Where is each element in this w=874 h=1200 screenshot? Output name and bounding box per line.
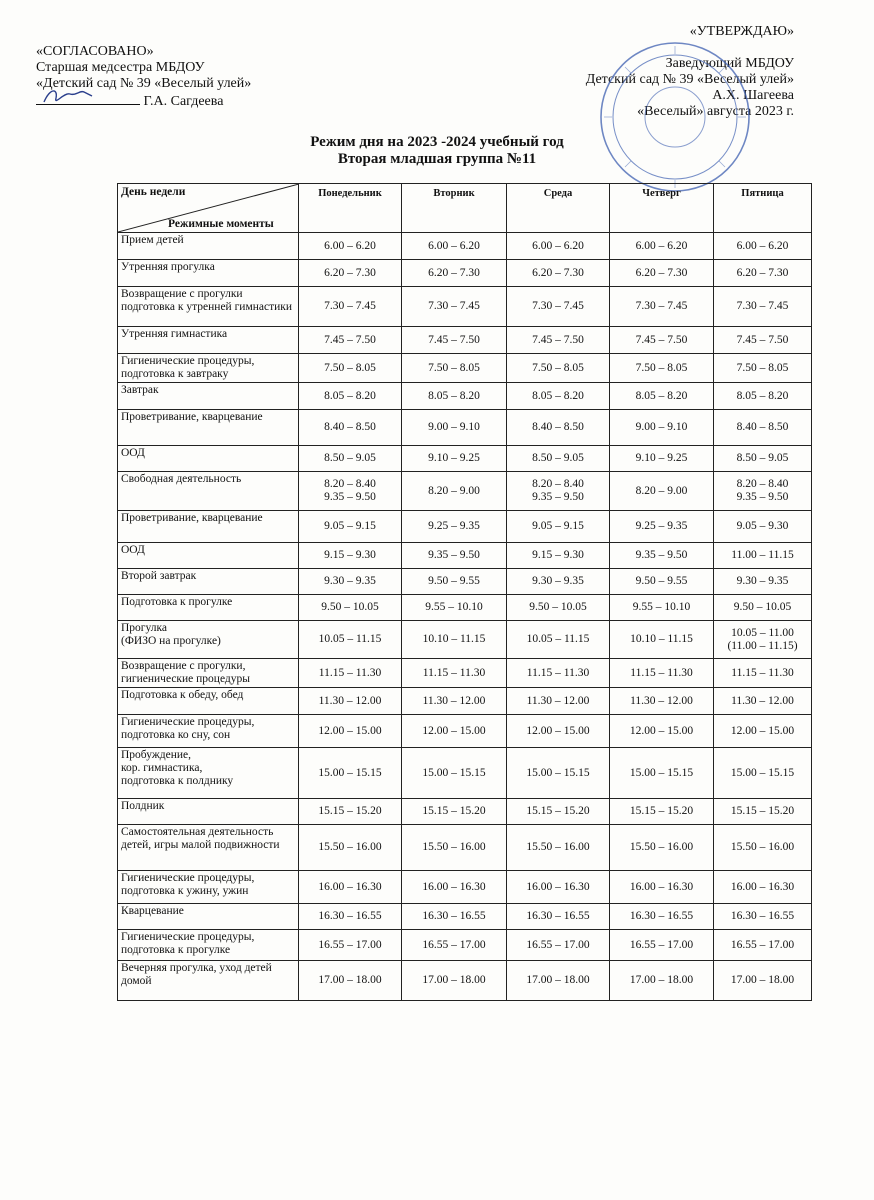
table-row (118, 511, 812, 543)
time-cell: 15.15 – 15.20 (402, 799, 507, 825)
day-header: Понедельник (299, 184, 402, 233)
time-cell: 11.00 – 11.15 (714, 543, 812, 569)
time-cell: 7.50 – 8.05 (610, 354, 714, 383)
activity-cell: Полдник (118, 799, 299, 825)
table-row (118, 595, 812, 621)
time-cell: 10.10 – 11.15 (402, 621, 507, 659)
time-cell: 9.50 – 9.55 (402, 569, 507, 595)
schedule-table (117, 183, 812, 1001)
time-cell: 12.00 – 15.00 (610, 715, 714, 748)
activity-cell: Проветривание, кварцевание (118, 410, 299, 446)
time-cell: 16.00 – 16.30 (714, 871, 812, 904)
time-cell: 7.30 – 7.45 (402, 287, 507, 327)
time-cell: 8.20 – 8.40 9.35 – 9.50 (714, 472, 812, 511)
time-cell: 11.30 – 12.00 (714, 688, 812, 715)
title-line-1: Режим дня на 2023 -2024 учебный год (310, 134, 564, 150)
time-cell: 8.20 – 9.00 (402, 472, 507, 511)
activity-cell: Подготовка к прогулке (118, 595, 299, 621)
time-cell: 15.00 – 15.15 (402, 748, 507, 799)
approved-date: «Веселый» августа 2023 г. (637, 104, 794, 119)
agreed-position: Старшая медсестра МБДОУ (36, 60, 205, 75)
time-cell: 7.50 – 8.05 (299, 354, 402, 383)
table-row (118, 543, 812, 569)
time-cell: 8.50 – 9.05 (714, 446, 812, 472)
time-cell: 9.15 – 9.30 (299, 543, 402, 569)
time-cell: 8.20 – 8.40 9.35 – 9.50 (299, 472, 402, 511)
time-cell: 15.00 – 15.15 (507, 748, 610, 799)
time-cell: 6.20 – 7.30 (714, 260, 812, 287)
time-cell: 9.30 – 9.35 (299, 569, 402, 595)
time-cell: 16.30 – 16.55 (299, 904, 402, 930)
table-row (118, 472, 812, 511)
time-cell: 7.45 – 7.50 (507, 327, 610, 354)
time-cell: 12.00 – 15.00 (507, 715, 610, 748)
time-cell: 6.20 – 7.30 (610, 260, 714, 287)
signature-line (36, 92, 140, 105)
time-cell: 6.20 – 7.30 (507, 260, 610, 287)
time-cell: 10.05 – 11.00 (11.00 – 11.15) (714, 621, 812, 659)
time-cell: 9.30 – 9.35 (714, 569, 812, 595)
time-cell: 9.05 – 9.30 (714, 511, 812, 543)
table-row (118, 799, 812, 825)
activity-cell: ООД (118, 543, 299, 569)
time-cell: 6.20 – 7.30 (299, 260, 402, 287)
page-title (0, 134, 874, 168)
time-cell: 9.50 – 10.05 (299, 595, 402, 621)
time-cell: 17.00 – 18.00 (610, 961, 714, 1001)
time-cell: 11.15 – 11.30 (402, 659, 507, 688)
table-row (118, 327, 812, 354)
table-row (118, 904, 812, 930)
time-cell: 7.30 – 7.45 (610, 287, 714, 327)
time-cell: 7.50 – 8.05 (714, 354, 812, 383)
approved-position: Заведующий МБДОУ (665, 56, 794, 71)
agreed-institution: «Детский сад № 39 «Веселый улей» (36, 76, 252, 91)
activity-cell: Гигиенические процедуры, подготовка к прогулке (118, 930, 299, 961)
corner-bottom-label: Режимные моменты (168, 218, 274, 230)
time-cell: 7.45 – 7.50 (299, 327, 402, 354)
time-cell: 9.35 – 9.50 (402, 543, 507, 569)
time-cell: 17.00 – 18.00 (507, 961, 610, 1001)
day-header: Вторник (402, 184, 507, 233)
time-cell: 16.55 – 17.00 (402, 930, 507, 961)
time-cell: 9.30 – 9.35 (507, 569, 610, 595)
time-cell: 8.40 – 8.50 (299, 410, 402, 446)
activity-cell: Завтрак (118, 383, 299, 410)
table-row (118, 715, 812, 748)
time-cell: 8.05 – 8.20 (507, 383, 610, 410)
agreed-signature-row (36, 92, 251, 110)
time-cell: 11.15 – 11.30 (507, 659, 610, 688)
time-cell: 17.00 – 18.00 (402, 961, 507, 1001)
time-cell: 16.00 – 16.30 (402, 871, 507, 904)
activity-cell: Проветривание, кварцевание (118, 511, 299, 543)
time-cell: 15.00 – 15.15 (610, 748, 714, 799)
time-cell: 15.00 – 15.15 (299, 748, 402, 799)
activity-cell: Прием детей (118, 233, 299, 260)
time-cell: 6.00 – 6.20 (507, 233, 610, 260)
schedule-body (118, 233, 812, 1001)
signature-icon (40, 84, 100, 108)
time-cell: 16.30 – 16.55 (610, 904, 714, 930)
table-row (118, 871, 812, 904)
time-cell: 9.10 – 9.25 (610, 446, 714, 472)
time-cell: 11.15 – 11.30 (714, 659, 812, 688)
time-cell: 12.00 – 15.00 (299, 715, 402, 748)
agreed-block (36, 44, 251, 110)
table-row (118, 621, 812, 659)
time-cell: 7.30 – 7.45 (714, 287, 812, 327)
activity-cell: Прогулка (ФИЗО на прогулке) (118, 621, 299, 659)
time-cell: 8.05 – 8.20 (299, 383, 402, 410)
time-cell: 17.00 – 18.00 (714, 961, 812, 1001)
agreed-label: «СОГЛАСОВАНО» (36, 44, 154, 59)
table-row (118, 961, 812, 1001)
approved-name: А.Х. Шагеева (712, 88, 794, 103)
stamp-icon (598, 40, 752, 194)
table-row (118, 260, 812, 287)
time-cell: 7.30 – 7.45 (299, 287, 402, 327)
time-cell: 7.50 – 8.05 (402, 354, 507, 383)
time-cell: 15.50 – 16.00 (610, 825, 714, 871)
activity-cell: Утренняя гимнастика (118, 327, 299, 354)
time-cell: 15.50 – 16.00 (402, 825, 507, 871)
time-cell: 6.00 – 6.20 (610, 233, 714, 260)
time-cell: 16.30 – 16.55 (402, 904, 507, 930)
time-cell: 16.00 – 16.30 (507, 871, 610, 904)
time-cell: 8.05 – 8.20 (610, 383, 714, 410)
table-row (118, 446, 812, 472)
time-cell: 15.15 – 15.20 (507, 799, 610, 825)
time-cell: 8.50 – 9.05 (507, 446, 610, 472)
time-cell: 10.10 – 11.15 (610, 621, 714, 659)
table-row (118, 748, 812, 799)
activity-cell: Второй завтрак (118, 569, 299, 595)
activity-cell: Пробуждение, кор. гимнастика, подготовка к полднику (118, 748, 299, 799)
time-cell: 17.00 – 18.00 (299, 961, 402, 1001)
title-line-2: Вторая младшая группа №11 (337, 151, 537, 167)
time-cell: 12.00 – 15.00 (714, 715, 812, 748)
time-cell: 11.30 – 12.00 (507, 688, 610, 715)
time-cell: 9.35 – 9.50 (610, 543, 714, 569)
time-cell: 15.15 – 15.20 (610, 799, 714, 825)
time-cell: 15.15 – 15.20 (714, 799, 812, 825)
time-cell: 6.00 – 6.20 (299, 233, 402, 260)
time-cell: 11.15 – 11.30 (299, 659, 402, 688)
table-row (118, 825, 812, 871)
time-cell: 9.10 – 9.25 (402, 446, 507, 472)
time-cell: 8.20 – 8.40 9.35 – 9.50 (507, 472, 610, 511)
activity-cell: Самостоятельная деятельность детей, игры малой подвижности (118, 825, 299, 871)
table-row (118, 383, 812, 410)
time-cell: 12.00 – 15.00 (402, 715, 507, 748)
time-cell: 7.50 – 8.05 (507, 354, 610, 383)
day-header: Четверг (610, 184, 714, 233)
activity-cell: Утренняя прогулка (118, 260, 299, 287)
approved-label: «УТВЕРЖДАЮ» (689, 24, 794, 39)
time-cell: 8.20 – 9.00 (610, 472, 714, 511)
time-cell: 8.05 – 8.20 (714, 383, 812, 410)
time-cell: 7.45 – 7.50 (610, 327, 714, 354)
time-cell: 9.50 – 10.05 (507, 595, 610, 621)
activity-cell: Свободная деятельность (118, 472, 299, 511)
activity-cell: ООД (118, 446, 299, 472)
time-cell: 11.30 – 12.00 (610, 688, 714, 715)
time-cell: 9.15 – 9.30 (507, 543, 610, 569)
corner-top-label: День недели (121, 186, 186, 198)
time-cell: 16.55 – 17.00 (507, 930, 610, 961)
table-header-row (118, 184, 812, 233)
time-cell: 8.05 – 8.20 (402, 383, 507, 410)
time-cell: 9.25 – 9.35 (402, 511, 507, 543)
time-cell: 11.30 – 12.00 (402, 688, 507, 715)
table-row (118, 354, 812, 383)
time-cell: 15.00 – 15.15 (714, 748, 812, 799)
time-cell: 15.50 – 16.00 (507, 825, 610, 871)
activity-cell: Гигиенические процедуры, подготовка к ужину, ужин (118, 871, 299, 904)
time-cell: 11.30 – 12.00 (299, 688, 402, 715)
approved-institution: Детский сад № 39 «Веселый улей» (585, 72, 794, 87)
activity-cell: Гигиенические процедуры, подготовка к завтраку (118, 354, 299, 383)
time-cell: 6.00 – 6.20 (714, 233, 812, 260)
time-cell: 16.55 – 17.00 (299, 930, 402, 961)
time-cell: 9.05 – 9.15 (299, 511, 402, 543)
time-cell: 15.50 – 16.00 (714, 825, 812, 871)
time-cell: 16.00 – 16.30 (610, 871, 714, 904)
time-cell: 6.20 – 7.30 (402, 260, 507, 287)
activity-cell: Гигиенические процедуры, подготовка ко сну, сон (118, 715, 299, 748)
activity-cell: Вечерняя прогулка, уход детей домой (118, 961, 299, 1001)
activity-cell: Подготовка к обеду, обед (118, 688, 299, 715)
time-cell: 15.50 – 16.00 (299, 825, 402, 871)
time-cell: 8.50 – 9.05 (299, 446, 402, 472)
time-cell: 8.40 – 8.50 (507, 410, 610, 446)
time-cell: 10.05 – 11.15 (507, 621, 610, 659)
time-cell: 9.50 – 9.55 (610, 569, 714, 595)
table-row (118, 410, 812, 446)
agreed-name: Г.А. Сагдеева (143, 94, 224, 109)
time-cell: 6.00 – 6.20 (402, 233, 507, 260)
time-cell: 9.50 – 10.05 (714, 595, 812, 621)
time-cell: 9.55 – 10.10 (610, 595, 714, 621)
table-row (118, 688, 812, 715)
table-row (118, 569, 812, 595)
time-cell: 16.30 – 16.55 (714, 904, 812, 930)
activity-cell: Возвращение с прогулки подготовка к утренней гимнастики (118, 287, 299, 327)
corner-cell (118, 184, 299, 233)
day-header: Пятница (714, 184, 812, 233)
time-cell: 16.55 – 17.00 (714, 930, 812, 961)
time-cell: 9.05 – 9.15 (507, 511, 610, 543)
time-cell: 16.55 – 17.00 (610, 930, 714, 961)
time-cell: 10.05 – 11.15 (299, 621, 402, 659)
table-row (118, 930, 812, 961)
time-cell: 9.25 – 9.35 (610, 511, 714, 543)
table-row (118, 233, 812, 260)
day-header: Среда (507, 184, 610, 233)
time-cell: 7.45 – 7.50 (714, 327, 812, 354)
time-cell: 9.00 – 9.10 (402, 410, 507, 446)
activity-cell: Кварцевание (118, 904, 299, 930)
time-cell: 7.45 – 7.50 (402, 327, 507, 354)
time-cell: 16.30 – 16.55 (507, 904, 610, 930)
activity-cell: Возвращение с прогулки, гигиенические процедуры (118, 659, 299, 688)
table-row (118, 287, 812, 327)
time-cell: 16.00 – 16.30 (299, 871, 402, 904)
time-cell: 7.30 – 7.45 (507, 287, 610, 327)
time-cell: 15.15 – 15.20 (299, 799, 402, 825)
time-cell: 8.40 – 8.50 (714, 410, 812, 446)
time-cell: 9.55 – 10.10 (402, 595, 507, 621)
time-cell: 11.15 – 11.30 (610, 659, 714, 688)
time-cell: 9.00 – 9.10 (610, 410, 714, 446)
table-row (118, 659, 812, 688)
